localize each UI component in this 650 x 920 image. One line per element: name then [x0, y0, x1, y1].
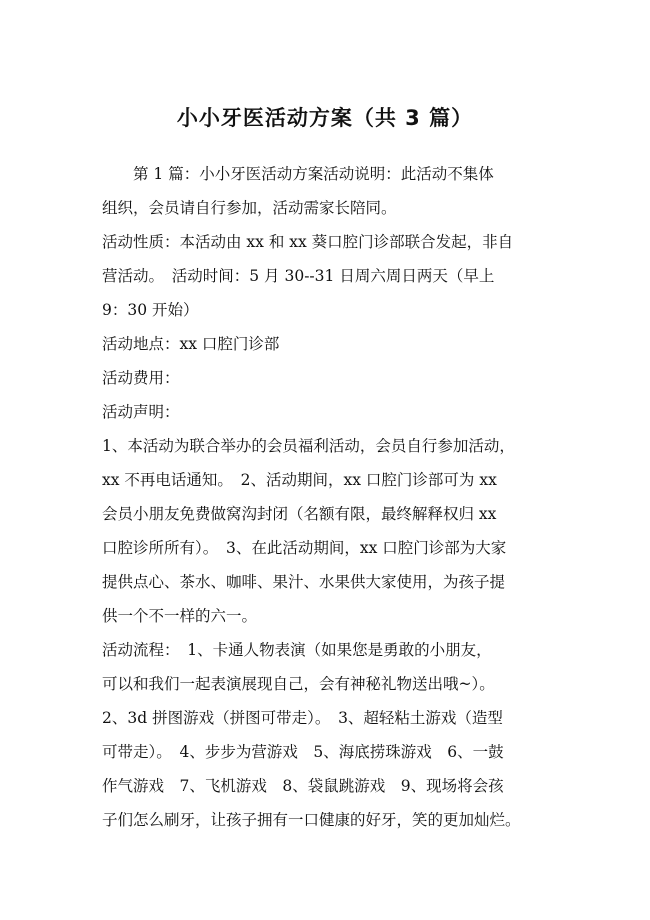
body-line: 可以和我们一起表演展现自己，会有神秘礼物送出哦~）。	[102, 675, 495, 693]
document-title: 小小牙医活动方案（共 3 篇）	[176, 106, 474, 130]
body-line: 营活动。 活动时间：5 月 30--31 日周六周日两天（早上	[102, 267, 495, 285]
body-line: 子们怎么刷牙，让孩子拥有一口健康的好牙，笑的更加灿烂。	[102, 811, 521, 829]
body-line: 组织，会员请自行参加，活动需家长陪同。	[102, 199, 397, 217]
body-line: 提供点心、茶水、咖啡、果汁、水果供大家使用，为孩子提	[102, 573, 506, 591]
body-line: 2、3d 拼图游戏（拼图可带走）。 3、超轻粘土游戏（造型	[102, 709, 503, 727]
body-line: 活动费用：	[102, 369, 180, 387]
body-line: 会员小朋友免费做窝沟封闭（名额有限，最终解释权归 xx	[102, 505, 497, 523]
body-line: 第 1 篇：小小牙医活动方案活动说明：此活动不集体	[102, 165, 494, 183]
body-line: 1、本活动为联合举办的会员福利活动，会员自行参加活动，	[102, 437, 515, 455]
body-line: 作气游戏 7、飞机游戏 8、袋鼠跳游戏 9、现场将会孩	[102, 777, 504, 795]
body-line: 活动流程： 1、卡通人物表演（如果您是勇敢的小朋友，	[102, 641, 492, 659]
body-line: 活动地点：xx 口腔门诊部	[102, 335, 280, 353]
body-line: 口腔诊所所有）。 3、在此活动期间，xx 口腔门诊部为大家	[102, 539, 507, 557]
body-line: 可带走）。 4、步步为营游戏 5、海底捞珠游戏 6、一鼓	[102, 743, 504, 761]
body-line: 活动声明：	[102, 403, 180, 421]
body-line: 供一个不一样的六一。	[102, 607, 258, 625]
body-line: 9：30 开始）	[102, 301, 199, 319]
body-line: 活动性质：本活动由 xx 和 xx 葵口腔门诊部联合发起，非自	[102, 233, 514, 251]
body-line: xx 不再电话通知。 2、活动期间，xx 口腔门诊部可为 xx	[102, 471, 497, 489]
